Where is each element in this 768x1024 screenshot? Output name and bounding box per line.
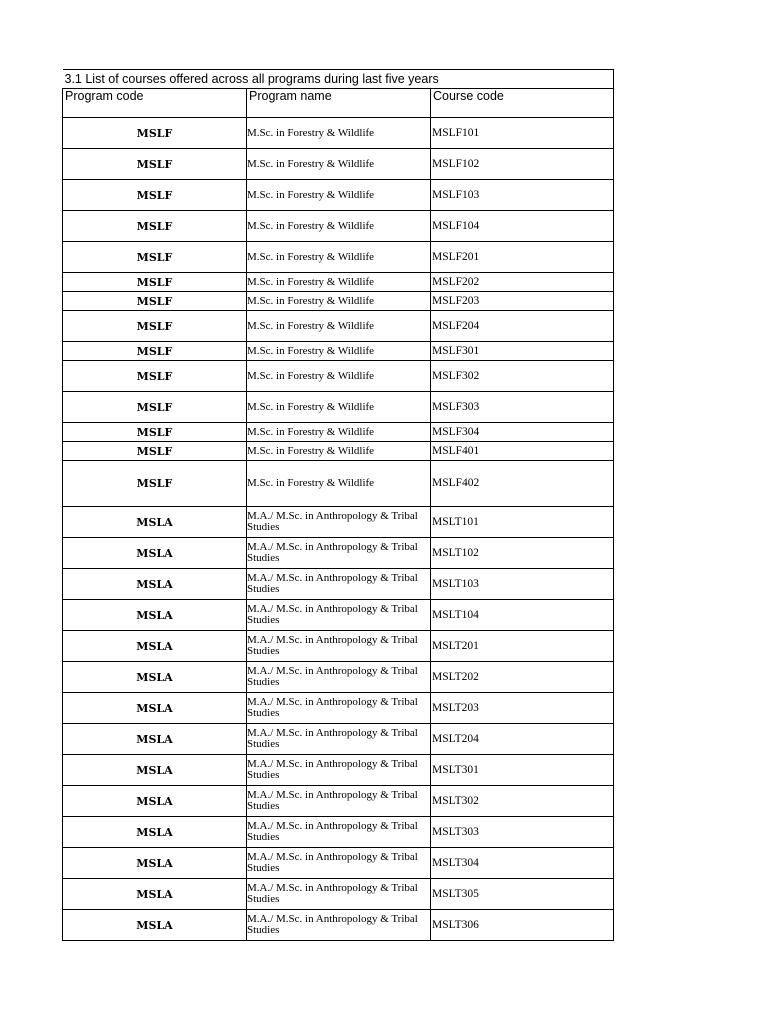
program-code-cell: MSLA <box>63 817 247 848</box>
program-name-cell: M.Sc. in Forestry & Wildlife <box>247 273 431 292</box>
program-code-cell: MSLA <box>63 848 247 879</box>
header-row <box>63 89 614 118</box>
program-name-cell: M.Sc. in Forestry & Wildlife <box>247 361 431 392</box>
table-row <box>63 755 614 786</box>
table-row <box>63 423 614 442</box>
table-row <box>63 538 614 569</box>
program-code-cell: MSLF <box>63 461 247 507</box>
course-code-cell: MSLT302 <box>431 786 614 817</box>
program-name-cell: M.A./ M.Sc. in Anthropology & Tribal Studies <box>247 538 431 569</box>
program-code-cell: MSLA <box>63 507 247 538</box>
program-name-cell: M.Sc. in Forestry & Wildlife <box>247 292 431 311</box>
program-code-cell: MSLA <box>63 538 247 569</box>
table-row <box>63 879 614 910</box>
table-row <box>63 392 614 423</box>
header-course-code: Course code <box>431 89 614 118</box>
program-code-cell: MSLA <box>63 662 247 693</box>
table-row <box>63 461 614 507</box>
program-code-cell: MSLA <box>63 631 247 662</box>
table-row <box>63 507 614 538</box>
program-code-cell: MSLF <box>63 273 247 292</box>
program-code-cell: MSLF <box>63 292 247 311</box>
course-code-cell: MSLF302 <box>431 361 614 392</box>
program-name-cell: M.Sc. in Forestry & Wildlife <box>247 392 431 423</box>
table-row <box>63 693 614 724</box>
program-name-cell: M.Sc. in Forestry & Wildlife <box>247 423 431 442</box>
course-code-cell: MSLT102 <box>431 538 614 569</box>
table-row <box>63 242 614 273</box>
header-program-name: Program name <box>247 89 431 118</box>
program-name-cell: M.Sc. in Forestry & Wildlife <box>247 311 431 342</box>
course-code-cell: MSLT301 <box>431 755 614 786</box>
program-code-cell: MSLF <box>63 211 247 242</box>
course-code-cell: MSLF304 <box>431 423 614 442</box>
table-row <box>63 724 614 755</box>
program-name-cell: M.Sc. in Forestry & Wildlife <box>247 461 431 507</box>
program-code-cell: MSLA <box>63 724 247 755</box>
program-code-cell: MSLF <box>63 149 247 180</box>
table-row <box>63 442 614 461</box>
table-row <box>63 342 614 361</box>
header-program-code: Program code <box>63 89 247 118</box>
course-code-cell: MSLT204 <box>431 724 614 755</box>
program-code-cell: MSLF <box>63 342 247 361</box>
course-code-cell: MSLT203 <box>431 693 614 724</box>
table-row <box>63 149 614 180</box>
program-name-cell: M.A./ M.Sc. in Anthropology & Tribal Studies <box>247 569 431 600</box>
table-row <box>63 118 614 149</box>
program-name-cell: M.A./ M.Sc. in Anthropology & Tribal Studies <box>247 631 431 662</box>
program-name-cell: M.Sc. in Forestry & Wildlife <box>247 149 431 180</box>
program-code-cell: MSLA <box>63 569 247 600</box>
course-code-cell: MSLF102 <box>431 149 614 180</box>
course-code-cell: MSLT305 <box>431 879 614 910</box>
program-name-cell: M.A./ M.Sc. in Anthropology & Tribal Studies <box>247 879 431 910</box>
course-code-cell: MSLF402 <box>431 461 614 507</box>
course-code-cell: MSLF202 <box>431 273 614 292</box>
course-code-cell: MSLT101 <box>431 507 614 538</box>
course-code-cell: MSLF204 <box>431 311 614 342</box>
program-name-cell: M.A./ M.Sc. in Anthropology & Tribal Studies <box>247 600 431 631</box>
program-code-cell: MSLF <box>63 361 247 392</box>
title-row <box>63 70 614 89</box>
table-row <box>63 910 614 941</box>
table-row <box>63 569 614 600</box>
program-code-cell: MSLA <box>63 600 247 631</box>
program-name-cell: M.A./ M.Sc. in Anthropology & Tribal Studies <box>247 662 431 693</box>
course-code-cell: MSLF104 <box>431 211 614 242</box>
course-code-cell: MSLF103 <box>431 180 614 211</box>
course-code-cell: MSLF201 <box>431 242 614 273</box>
program-code-cell: MSLF <box>63 442 247 461</box>
course-code-cell: MSLT306 <box>431 910 614 941</box>
program-code-cell: MSLA <box>63 910 247 941</box>
program-code-cell: MSLF <box>63 392 247 423</box>
course-code-cell: MSLF101 <box>431 118 614 149</box>
course-code-cell: MSLF303 <box>431 392 614 423</box>
program-code-cell: MSLA <box>63 693 247 724</box>
program-name-cell: M.A./ M.Sc. in Anthropology & Tribal Studies <box>247 724 431 755</box>
table-row <box>63 211 614 242</box>
program-code-cell: MSLF <box>63 180 247 211</box>
table-row <box>63 361 614 392</box>
table-row <box>63 631 614 662</box>
course-code-cell: MSLT104 <box>431 600 614 631</box>
course-code-cell: MSLF301 <box>431 342 614 361</box>
program-name-cell: M.A./ M.Sc. in Anthropology & Tribal Studies <box>247 786 431 817</box>
program-code-cell: MSLF <box>63 118 247 149</box>
program-name-cell: M.A./ M.Sc. in Anthropology & Tribal Studies <box>247 910 431 941</box>
program-name-cell: M.A./ M.Sc. in Anthropology & Tribal Studies <box>247 507 431 538</box>
table-row <box>63 292 614 311</box>
program-name-cell: M.Sc. in Forestry & Wildlife <box>247 180 431 211</box>
program-code-cell: MSLF <box>63 423 247 442</box>
course-code-cell: MSLT103 <box>431 569 614 600</box>
table-row <box>63 817 614 848</box>
course-list-sheet <box>62 69 613 941</box>
table-row <box>63 786 614 817</box>
program-name-cell: M.A./ M.Sc. in Anthropology & Tribal Studies <box>247 817 431 848</box>
course-code-cell: MSLT303 <box>431 817 614 848</box>
program-name-cell: M.A./ M.Sc. in Anthropology & Tribal Studies <box>247 755 431 786</box>
table-row <box>63 600 614 631</box>
course-code-cell: MSLF401 <box>431 442 614 461</box>
program-code-cell: MSLA <box>63 755 247 786</box>
table-row <box>63 662 614 693</box>
course-code-cell: MSLT202 <box>431 662 614 693</box>
course-table <box>62 69 614 941</box>
program-name-cell: M.Sc. in Forestry & Wildlife <box>247 118 431 149</box>
table-row <box>63 180 614 211</box>
table-title: 3.1 List of courses offered across all programs during last five years <box>63 70 614 89</box>
program-code-cell: MSLF <box>63 311 247 342</box>
program-name-cell: M.Sc. in Forestry & Wildlife <box>247 442 431 461</box>
program-name-cell: M.A./ M.Sc. in Anthropology & Tribal Studies <box>247 848 431 879</box>
table-row <box>63 848 614 879</box>
program-code-cell: MSLA <box>63 879 247 910</box>
table-row <box>63 311 614 342</box>
program-code-cell: MSLF <box>63 242 247 273</box>
table-row <box>63 273 614 292</box>
program-name-cell: M.Sc. in Forestry & Wildlife <box>247 342 431 361</box>
program-name-cell: M.Sc. in Forestry & Wildlife <box>247 211 431 242</box>
program-name-cell: M.Sc. in Forestry & Wildlife <box>247 242 431 273</box>
course-code-cell: MSLF203 <box>431 292 614 311</box>
course-code-cell: MSLT201 <box>431 631 614 662</box>
course-code-cell: MSLT304 <box>431 848 614 879</box>
program-name-cell: M.A./ M.Sc. in Anthropology & Tribal Studies <box>247 693 431 724</box>
program-code-cell: MSLA <box>63 786 247 817</box>
